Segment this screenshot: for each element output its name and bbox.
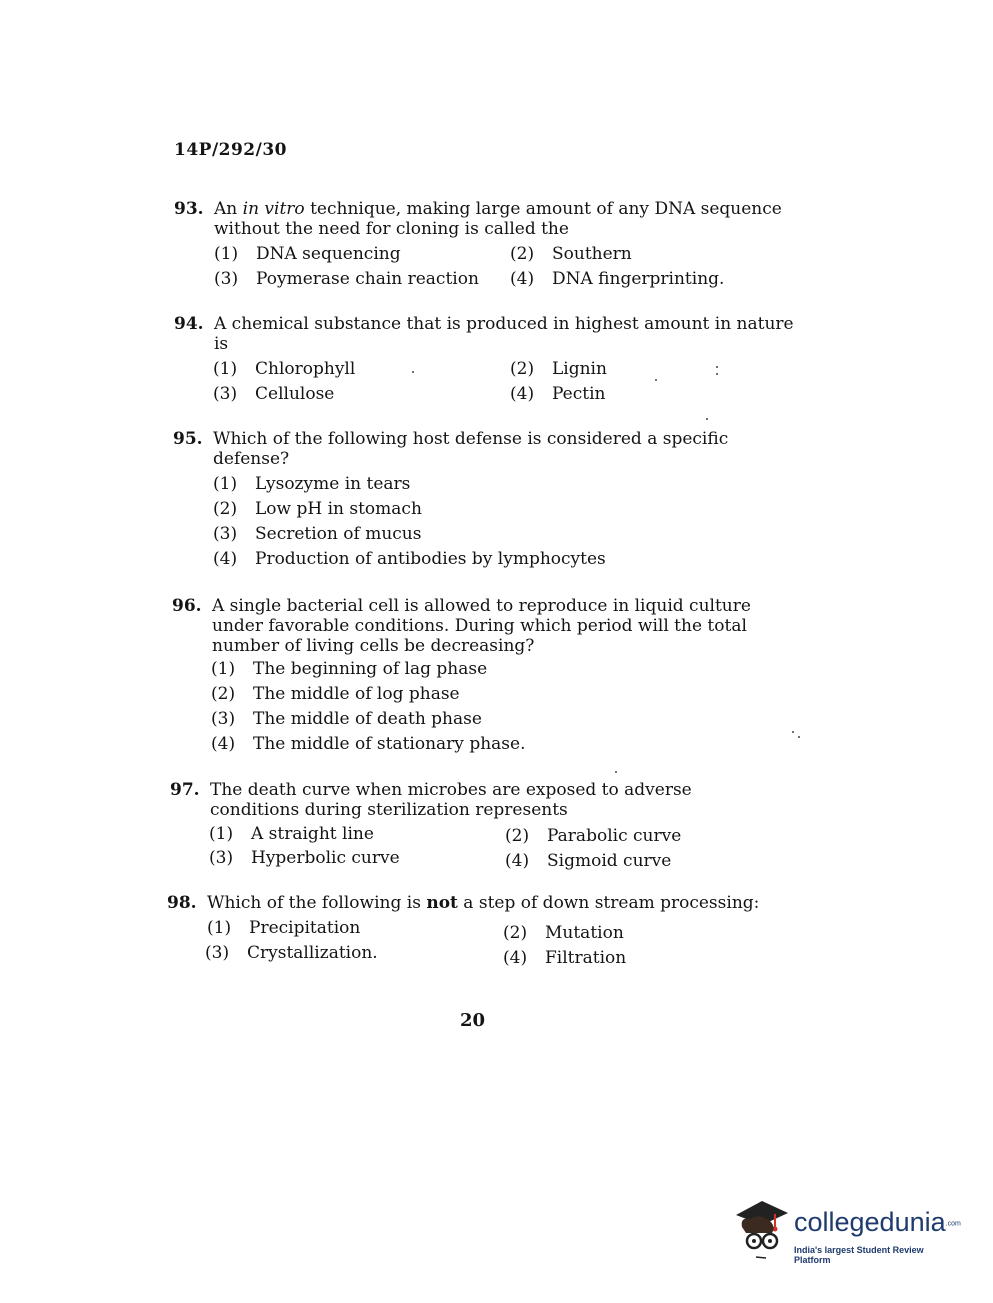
option-93-3 xyxy=(214,269,479,289)
option-text: Lignin xyxy=(552,359,607,379)
option-text: Production of antibodies by lymphocytes xyxy=(255,549,606,569)
option-text: Chlorophyll xyxy=(255,359,356,379)
option-text: The middle of death phase xyxy=(253,709,482,729)
option-text: Lysozyme in tears xyxy=(255,474,411,494)
option-95-2 xyxy=(213,499,422,519)
option-text: The beginning of lag phase xyxy=(253,659,488,679)
option-label: (3) xyxy=(211,709,236,729)
option-93-2 xyxy=(510,244,632,264)
scan-speck xyxy=(655,379,657,381)
option-text: DNA fingerprinting. xyxy=(552,269,725,289)
page-number: 20 xyxy=(460,1010,486,1031)
question-stem: A chemical substance that is produced in highest amount in nature is xyxy=(214,314,794,354)
option-label: (4) xyxy=(211,734,236,754)
option-label: (3) xyxy=(205,943,230,963)
option-label: (2) xyxy=(211,684,236,704)
option-95-3 xyxy=(213,524,421,544)
option-label: (3) xyxy=(214,269,239,289)
question-number: 93. xyxy=(174,199,204,219)
option-label: (3) xyxy=(213,384,238,404)
option-label: (1) xyxy=(213,359,238,379)
option-text: Parabolic curve xyxy=(547,826,682,846)
option-text: Filtration xyxy=(545,948,627,968)
logo-tagline: India's largest Student Review Platform xyxy=(794,1245,924,1265)
option-98-2 xyxy=(503,923,624,943)
option-94-1 xyxy=(213,359,355,379)
option-label: (1) xyxy=(213,474,238,494)
option-label: (2) xyxy=(510,359,535,379)
question-number: 96. xyxy=(172,596,202,616)
option-95-4 xyxy=(213,549,606,569)
option-text: Low pH in stomach xyxy=(255,499,422,519)
option-98-3 xyxy=(205,943,378,963)
option-96-3 xyxy=(211,709,482,729)
option-94-2 xyxy=(510,359,607,379)
option-text: Poymerase chain reaction xyxy=(256,269,479,289)
option-text: Crystallization. xyxy=(247,943,378,963)
option-93-4 xyxy=(510,269,724,289)
question-stem: An in vitro technique, making large amount of any DNA sequence without the need for cloning is called the xyxy=(214,199,782,239)
option-label: (4) xyxy=(505,851,530,871)
question-stem: Which of the following host defense is considered a specific defense? xyxy=(213,429,729,469)
option-label: (3) xyxy=(209,848,234,868)
scan-speck xyxy=(798,736,800,738)
logo-suffix: .com xyxy=(945,1220,961,1228)
option-label: (2) xyxy=(505,826,530,846)
option-97-2 xyxy=(505,826,681,846)
logo-wordmark xyxy=(794,1207,961,1238)
option-text: The middle of log phase xyxy=(253,684,460,704)
option-95-1 xyxy=(213,474,410,494)
option-93-1 xyxy=(214,244,401,264)
option-label: (4) xyxy=(510,269,535,289)
paper-code: 14P/292/30 xyxy=(174,140,288,160)
scan-speck xyxy=(615,771,617,773)
option-text: Mutation xyxy=(545,923,624,943)
question-number: 97. xyxy=(170,780,200,800)
question-number: 94. xyxy=(174,314,204,334)
option-98-1 xyxy=(207,918,360,938)
option-label: (1) xyxy=(214,244,239,264)
option-94-3 xyxy=(213,384,334,404)
question-number: 95. xyxy=(173,429,203,449)
option-97-3 xyxy=(209,848,400,868)
option-text: Pectin xyxy=(552,384,606,404)
option-text: Secretion of mucus xyxy=(255,524,422,544)
option-label: (1) xyxy=(207,918,232,938)
option-label: (2) xyxy=(213,499,238,519)
option-97-1 xyxy=(209,824,374,844)
mascot-icon xyxy=(732,1197,792,1261)
option-text: Hyperbolic curve xyxy=(251,848,400,868)
logo-name: collegedunia xyxy=(794,1207,946,1237)
option-text: Cellulose xyxy=(255,384,335,404)
scan-speck xyxy=(706,418,708,420)
option-96-1 xyxy=(211,659,487,679)
option-94-4 xyxy=(510,384,605,404)
option-text: DNA sequencing xyxy=(256,244,401,264)
scan-speck xyxy=(716,373,718,375)
question-number: 98. xyxy=(167,893,197,913)
option-label: (1) xyxy=(211,659,236,679)
option-label: (4) xyxy=(503,948,528,968)
option-text: Southern xyxy=(552,244,632,264)
option-label: (4) xyxy=(510,384,535,404)
option-97-4 xyxy=(505,851,671,871)
scan-speck xyxy=(792,731,794,733)
question-stem: The death curve when microbes are exposed to adverse conditions during sterilization represents xyxy=(210,780,692,820)
scan-speck xyxy=(412,371,414,373)
option-label: (2) xyxy=(503,923,528,943)
collegedunia-logo xyxy=(732,1197,962,1267)
option-text: A straight line xyxy=(251,824,374,844)
scan-speck xyxy=(716,366,718,368)
option-label: (3) xyxy=(213,524,238,544)
option-98-4 xyxy=(503,948,626,968)
question-stem: A single bacterial cell is allowed to reproduce in liquid culture under favorable conditions. During which period will the total number of living cells be decreasing? xyxy=(212,596,751,656)
option-96-4 xyxy=(211,734,525,754)
option-label: (1) xyxy=(209,824,234,844)
question-stem: Which of the following is not a step of down stream processing: xyxy=(207,893,760,913)
option-text: Sigmoid curve xyxy=(547,851,672,871)
option-label: (4) xyxy=(213,549,238,569)
option-96-2 xyxy=(211,684,460,704)
option-label: (2) xyxy=(510,244,535,264)
option-text: The middle of stationary phase. xyxy=(253,734,526,754)
option-text: Precipitation xyxy=(249,918,361,938)
